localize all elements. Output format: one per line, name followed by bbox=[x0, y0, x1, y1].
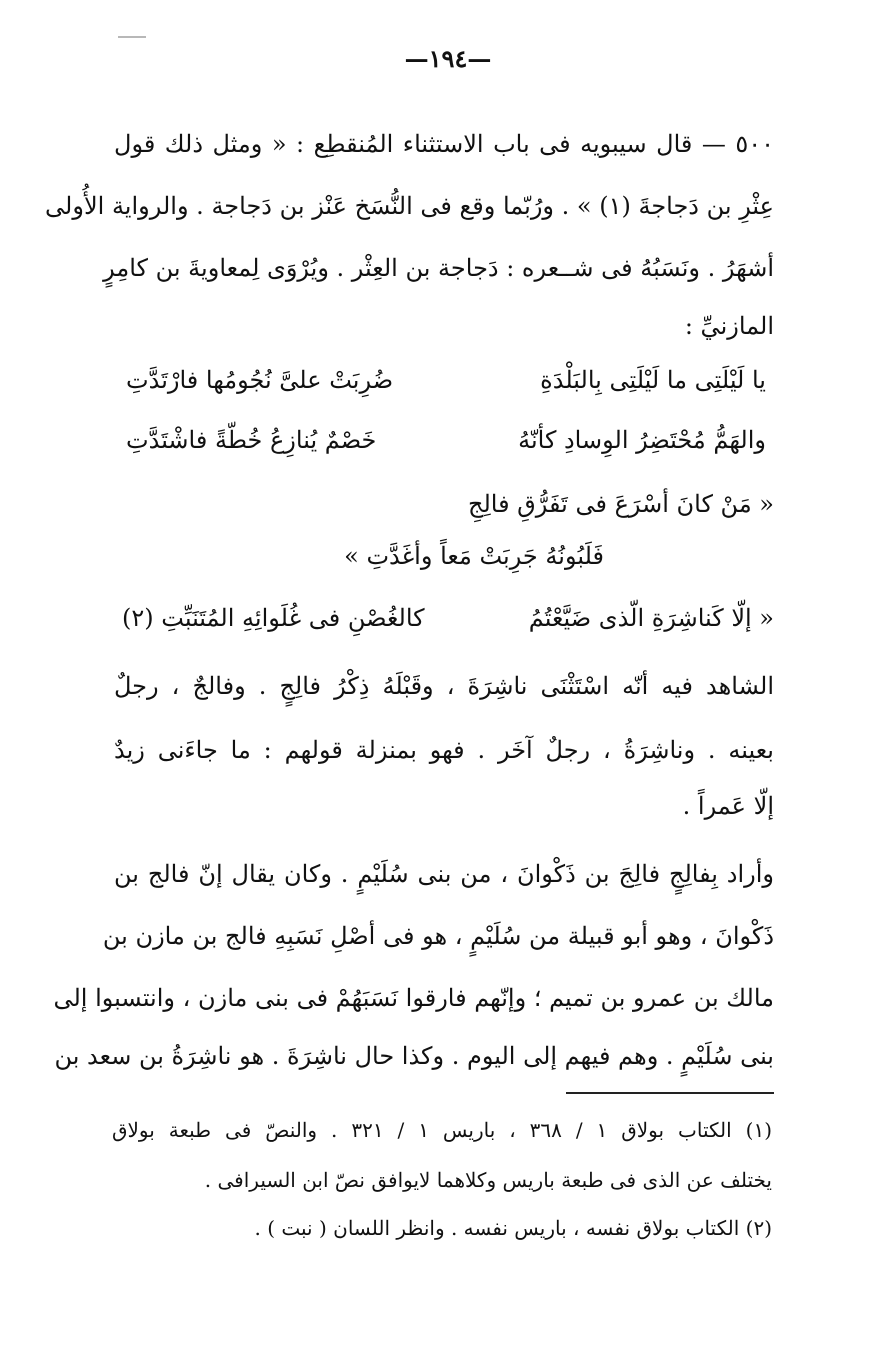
commentary-line-2: بعينه . وناشِرَةُ ، رجلٌ آخَر . فهو بمنزلة قولهم : ما جاءَنى زيدٌ bbox=[114, 736, 774, 764]
footnote-1-line-2: يختلف عن الذى فى طبعة باريس وكلاهما لايوافق نصّ ابن السيرافى . bbox=[204, 1168, 772, 1192]
entry-line-2: عِثْرِ بن دَجاجةَ (١) » . ورُبّما وقع فى النُّسَخ عَنْز بن دَجاجة . والرواية الأُولى bbox=[45, 192, 774, 220]
verse-1-first-hemistich: يا لَيْلَتِى ما لَيْلَتِى بِالبَلْدَةِ bbox=[540, 366, 766, 394]
entry-line-1: ٥٠٠ — قال سيبويه فى باب الاستثناء المُنقطِع : « ومثل ذلك قول bbox=[114, 130, 774, 158]
entry-line-4: المازنيِّ : bbox=[684, 312, 774, 340]
verse-5-second-hemistich: كالغُصْنِ فى غُلَوائِهِ المُتَنَبِّتِ (٢) bbox=[122, 604, 425, 632]
commentary-line-1: الشاهد فيه أنّه اسْتَثْنَى ناشِرَةَ ، وقَبْلَهُ ذِكْرُ فالِجٍ . وفالجٌ ، رجلٌ bbox=[114, 672, 774, 700]
genealogy-line-3: مالك بن عمرو بن تميم ؛ وإنّهم فارقوا نَسَبَهُمْ فى بنى مازن ، وانتسبوا إلى bbox=[53, 984, 774, 1012]
genealogy-line-4: بنى سُلَيْمٍ . وهم فيهم إلى اليوم . وكذا حال ناشِرَةَ . هو ناشِرَةُ بن سعد بن bbox=[54, 1042, 774, 1070]
scan-mark bbox=[118, 36, 146, 38]
verse-2 bbox=[126, 420, 766, 460]
footnote-separator bbox=[566, 1092, 774, 1094]
verse-1-second-hemistich: ضُرِبَتْ علىَّ نُجُومُها فارْتَدَّتِ bbox=[126, 366, 394, 394]
footnote-1-line-1: (١) الكتاب بولاق ١ / ٣٦٨ ، باريس ١ / ٣٢١ . والنصّ فى طبعة بولاق bbox=[112, 1118, 772, 1142]
verse-2-second-hemistich: خَصْمٌ يُنازِعُ خُطّةً فاشْتَدَّتِ bbox=[126, 426, 377, 454]
verse-4: فَلَبُونُهُ جَرِبَتْ مَعاً وأغَدَّتِ » bbox=[344, 542, 604, 570]
footnote-2: (٢) الكتاب بولاق نفسه ، باريس نفسه . وانظر اللسان ( نبت ) . bbox=[254, 1216, 772, 1240]
commentary-line-3: إلّا عَمراً . bbox=[682, 792, 774, 820]
verse-3: « مَنْ كانَ أسْرَعَ فى تَفَرُّقِ فالِجِ bbox=[467, 490, 774, 518]
verse-2-first-hemistich: والهَمُّ مُحْتَضِرُ الوِسادِ كأنّهُ bbox=[518, 426, 766, 454]
verse-5-first-hemistich: « إلّا كَناشِرَةِ الّذى ضَيَّعْتُمُ bbox=[528, 604, 774, 632]
verse-1 bbox=[126, 360, 766, 400]
verse-5 bbox=[122, 598, 774, 638]
page-number: —١٩٤— bbox=[404, 44, 492, 73]
genealogy-line-2: ذَكْوانَ ، وهو أبو قبيلة من سُلَيْمٍ ، هو فى أصْلِ نَسَبِهِ فالج بن مازن بن bbox=[102, 922, 774, 950]
genealogy-line-1: وأراد بِفالِجٍ فالِجَ بن ذَكْوانَ ، من بنى سُلَيْمٍ . وكان يقال إنّ فالج بن bbox=[114, 860, 774, 888]
entry-line-3: أشهَرُ . ونَسَبُهُ فى شــعره : دَجاجة بن العِثْر . ويُرْوَى لِمعاويةَ بن كامِرٍ bbox=[103, 254, 774, 282]
